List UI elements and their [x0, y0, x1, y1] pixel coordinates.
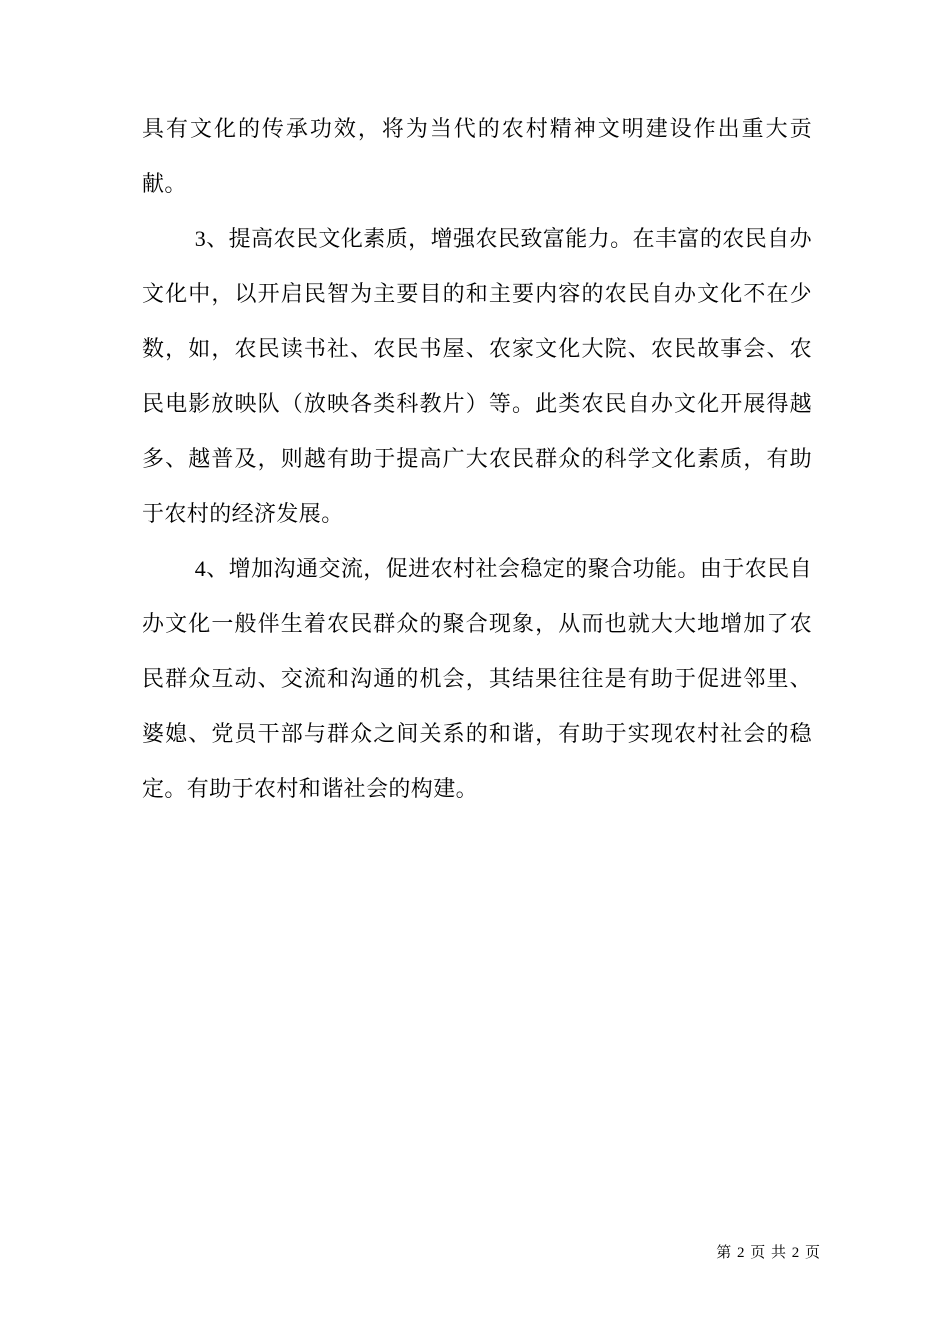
- paragraph: 具有文化的传承功效，将为当代的农村精神文明建设作出重大贡献。: [142, 116, 812, 196]
- page-number-label: 第 2 页 共 2 页: [716, 1245, 821, 1261]
- paragraph: 3、提高农民文化素质，增强农民致富能力。在丰富的农民自办文化中，以开启民智为主要目的和主要内容的农民自办文化不在少数，如，农民读书社、农民书屋、农家文化大院、农民故事会、农民电影放映队（放映各类科教片）等。此类农民自办文化开展得越多、越普及，则越有助于提高广大农民群众的科学文化素质，有助于农村的经济发展。: [142, 226, 812, 526]
- paragraph: 4、增加沟通交流，促进农村社会稳定的聚合功能。由于农民自办文化一般伴生着农民群众的聚合现象，从而也就大大地增加了农民群众互动、交流和沟通的机会，其结果往往是有助于促进邻里、婆媳、党员干部与群众之间关系的和谐，有助于实现农村社会的稳定。有助于农村和谐社会的构建。: [142, 556, 812, 801]
- page-footer: [716, 1243, 821, 1263]
- body-text: [142, 101, 812, 816]
